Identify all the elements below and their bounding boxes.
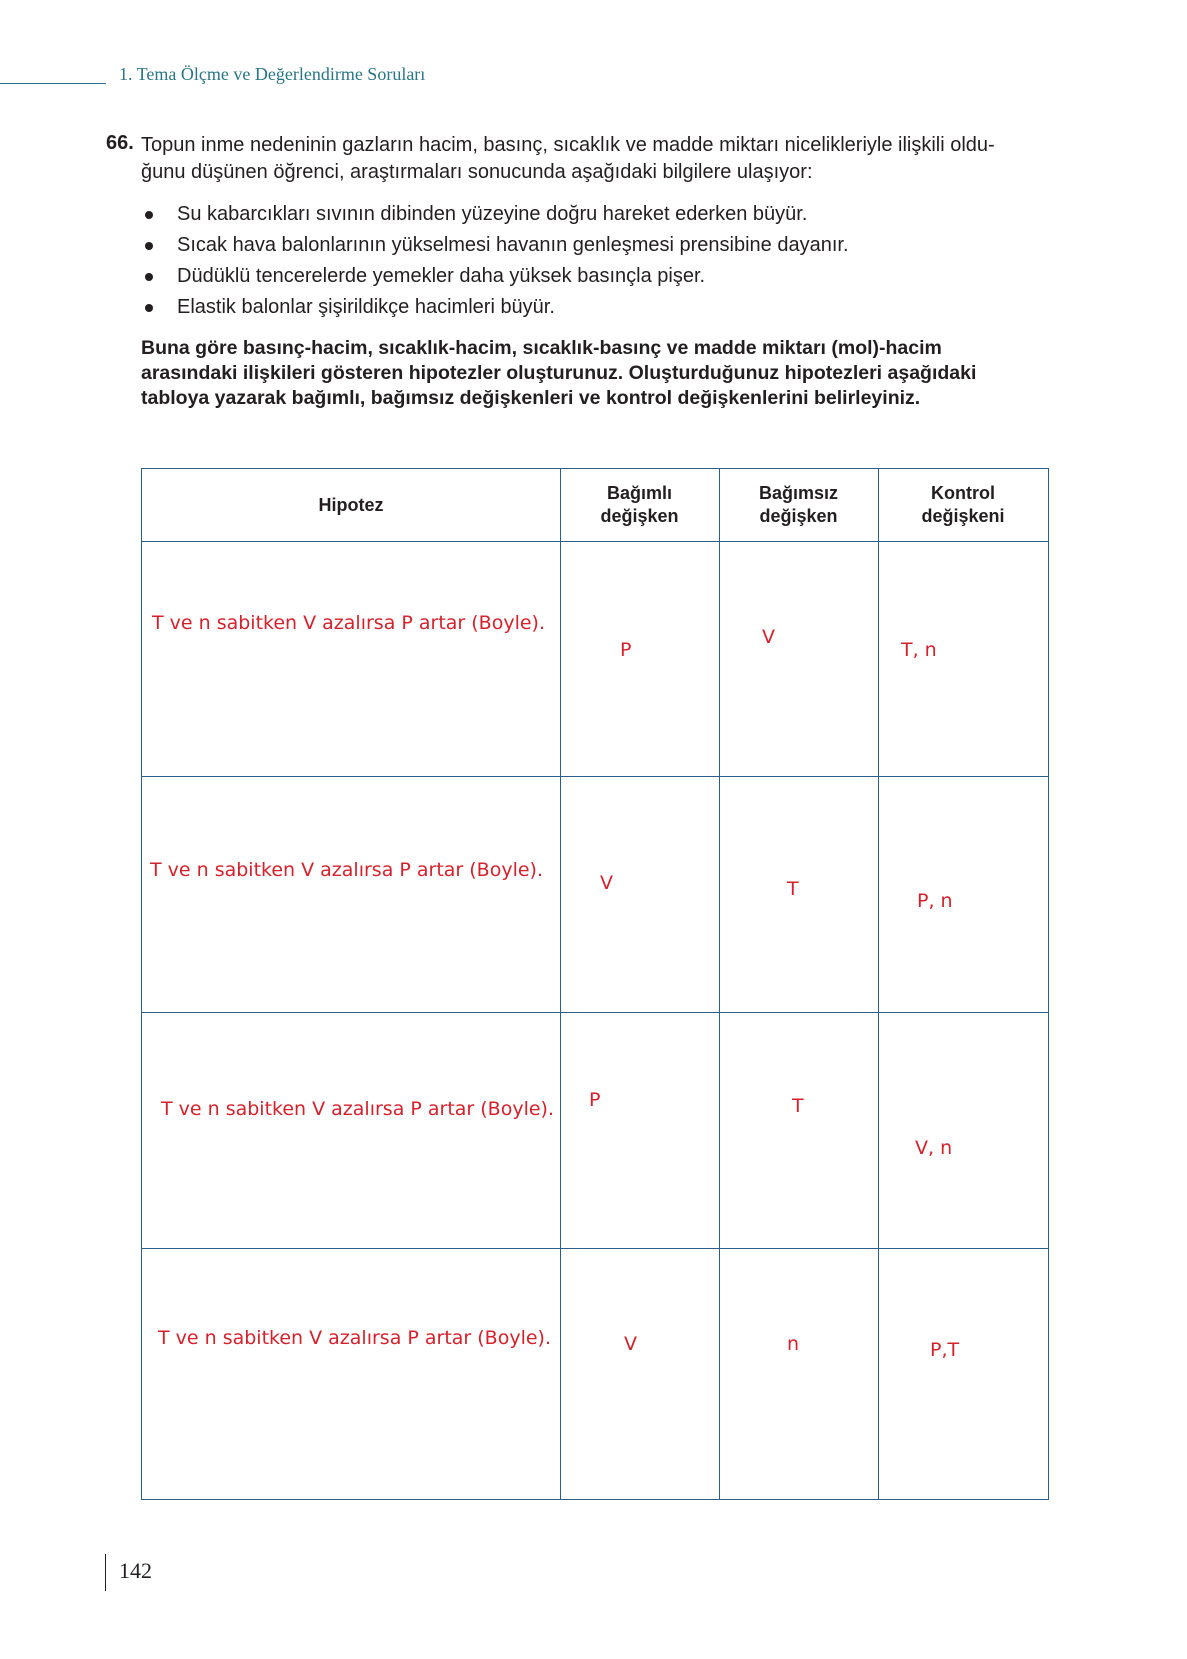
row-2-dependent: V bbox=[600, 872, 613, 894]
table-row-divider bbox=[142, 1248, 1048, 1249]
table-row-divider bbox=[142, 776, 1048, 777]
header-hypothesis: Hipotez bbox=[318, 494, 384, 515]
hypothesis-table bbox=[141, 468, 1049, 1500]
row-1-hypothesis: T ve n sabitken V azalırsa P artar (Boyle). bbox=[152, 612, 546, 634]
list-item: Sıcak hava balonlarının yükselmesi havanın genleşmesi prensibine dayanır. bbox=[141, 233, 849, 264]
list-item: Düdüklü tencerelerde yemekler daha yüksek basınçla pişer. bbox=[141, 264, 849, 295]
row-3-control: V, n bbox=[915, 1137, 953, 1159]
row-3-independent: T bbox=[792, 1095, 804, 1117]
table-column-divider bbox=[878, 469, 879, 1499]
row-4-control: P,T bbox=[930, 1339, 960, 1361]
header-control-variable: Kontrol değişkeni bbox=[921, 483, 1005, 526]
row-3-dependent: P bbox=[589, 1089, 601, 1111]
bullet-dot-icon bbox=[145, 242, 153, 250]
row-4-independent: n bbox=[787, 1333, 800, 1355]
page-number: 142 bbox=[119, 1558, 152, 1583]
bullet-dot-icon bbox=[145, 304, 153, 312]
row-2-control: P, n bbox=[917, 890, 953, 912]
bullet-dot-icon bbox=[145, 273, 153, 281]
row-3-hypothesis: T ve n sabitken V azalırsa P artar (Boyle). bbox=[161, 1098, 555, 1120]
instruction-line: Buna göre basınç-hacim, sıcaklık-hacim, sıcaklık-basınç ve madde miktarı (mol)-hacim bbox=[141, 337, 942, 359]
info-bullet-list bbox=[141, 202, 849, 326]
row-2-independent: T bbox=[787, 878, 799, 900]
row-1-independent: V bbox=[762, 626, 775, 648]
list-item: Elastik balonlar şişirildikçe hacimleri büyür. bbox=[141, 295, 849, 326]
table-column-divider bbox=[719, 469, 720, 1499]
table-header-divider bbox=[142, 541, 1048, 542]
question-text-line: Topun inme nedeninin gazların hacim, basınç, sıcaklık ve madde miktarı nicelikleriyle ilişkili oldu- bbox=[141, 134, 995, 156]
bullet-dot-icon bbox=[145, 211, 153, 219]
instruction-text bbox=[141, 336, 1041, 411]
instruction-line: tabloya yazarak bağımlı, bağımsız değişkenleri ve kontrol değişkenlerini belirleyiniz. bbox=[141, 387, 921, 409]
list-item: Su kabarcıkları sıvının dibinden yüzeyine doğru hareket ederken büyür. bbox=[141, 202, 849, 233]
header-dependent-variable: Bağımlı değişken bbox=[600, 483, 679, 526]
row-1-dependent: P bbox=[620, 639, 632, 661]
table-row-divider bbox=[142, 1012, 1048, 1013]
table-column-divider bbox=[560, 469, 561, 1499]
running-header-title: 1. Tema Ölçme ve Değerlendirme Soruları bbox=[119, 64, 426, 84]
row-4-hypothesis: T ve n sabitken V azalırsa P artar (Boyle). bbox=[158, 1327, 552, 1349]
page-number-rule bbox=[105, 1554, 106, 1591]
row-1-control: T, n bbox=[901, 639, 937, 661]
row-4-dependent: V bbox=[624, 1333, 637, 1355]
header-independent-variable: Bağımsız değişken bbox=[758, 483, 839, 526]
question-number: 66. bbox=[106, 132, 134, 154]
row-2-hypothesis: T ve n sabitken V azalırsa P artar (Boyle). bbox=[150, 859, 544, 881]
header-rule bbox=[0, 83, 106, 84]
instruction-line: arasındaki ilişkileri gösteren hipotezler oluşturunuz. Oluşturduğunuz hipotezleri aşağıdaki bbox=[141, 362, 977, 384]
question-text-line: ğunu düşünen öğrenci, araştırmaları sonucunda aşağıdaki bilgilere ulaşıyor: bbox=[141, 161, 813, 183]
question-text bbox=[141, 132, 1041, 186]
